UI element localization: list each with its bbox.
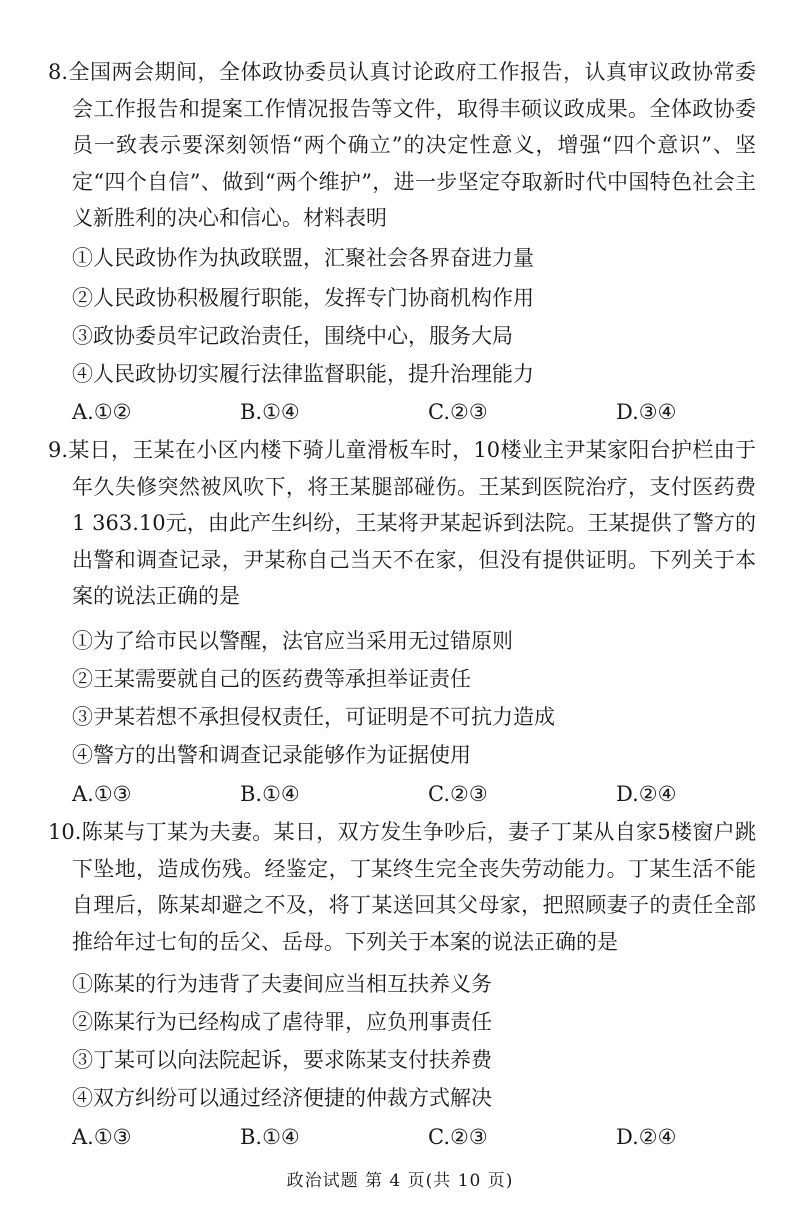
question-9-choice-b: B.①④ [240, 782, 300, 806]
question-8-choice-d: D.③④ [616, 400, 677, 424]
question-9-option-3: ③尹某若想不承担侵权责任，可证明是不可抗力造成 [72, 705, 555, 729]
page-footer: 政治试题 第 4 页(共 10 页) [286, 1171, 514, 1191]
question-10-option-4: ④双方纠纷可以通过经济便捷的仲裁方式解决 [72, 1086, 492, 1110]
question-8-option-1: ①人民政协作为执政联盟，汇聚社会各界奋进力量 [72, 246, 534, 270]
question-8-option-2: ②人民政协积极履行职能，发挥专门协商机构作用 [72, 286, 534, 310]
question-9-stem: 9.某日，王某在小区内楼下骑儿童滑板车时，10楼业主尹某家阳台护栏由于年久失修突然被风吹下，将王某腿部碰伤。王某到医院治疗，支付医药费1 363.10元，由此产生纠纷，王某将尹某起诉到法院。王某提供了警方的出警和调查记录，尹某称自己当天不在家，但没有提供证明。下列关于本案的说法正确的是 [48, 438, 756, 608]
question-9-option-4: ④警方的出警和调查记录能够作为证据使用 [72, 743, 471, 767]
question-9-option-2: ②王某需要就自己的医药费等承担举证责任 [72, 667, 471, 691]
question-8-stem: 8.全国两会期间，全体政协委员认真讨论政府工作报告，认真审议政协常委会工作报告和提案工作情况报告等文件，取得丰硕议政成果。全体政协委员一致表示要深刻领悟“两个确立”的决定性意义，增强“四个意识”、坚定“四个自信”、做到“两个维护”，进一步坚定夺取新时代中国特色社会主义新胜利的决心和信心。材料表明 [48, 60, 756, 230]
question-8-choice-a: A.①② [72, 400, 132, 424]
question-9-choice-c: C.②③ [428, 782, 488, 806]
question-8-choice-c: C.②③ [428, 400, 488, 424]
question-9-choice-d: D.②④ [616, 782, 677, 806]
question-8-option-3: ③政协委员牢记政治责任，围绕中心，服务大局 [72, 324, 513, 348]
question-10-option-2: ②陈某行为已经构成了虐待罪，应负刑事责任 [72, 1010, 492, 1034]
question-8-option-4: ④人民政协切实履行法律监督职能，提升治理能力 [72, 362, 534, 386]
question-10-stem: 10.陈某与丁某为夫妻。某日，双方发生争吵后，妻子丁某从自家5楼窗户跳下坠地，造成伤残。经鉴定，丁某终生完全丧失劳动能力。丁某生活不能自理后，陈某却避之不及，将丁某送回其父母家，把照顾妻子的责任全部推给年过七旬的岳父、岳母。下列关于本案的说法正确的是 [48, 820, 756, 954]
question-10-choice-b: B.①④ [240, 1125, 300, 1149]
question-8-choice-b: B.①④ [240, 400, 300, 424]
question-9-choices [72, 776, 752, 813]
question-10-choice-a: A.①③ [72, 1125, 132, 1149]
question-10-option-1: ①陈某的行为违背了夫妻间应当相互扶养义务 [72, 972, 492, 996]
question-8-choices [72, 394, 752, 431]
question-9-option-1: ①为了给市民以警醒，法官应当采用无过错原则 [72, 629, 513, 653]
question-10-choices [72, 1119, 752, 1156]
question-10-option-3: ③丁某可以向法院起诉，要求陈某支付扶养费 [72, 1048, 492, 1072]
question-10-choice-d: D.②④ [616, 1125, 677, 1149]
question-9-choice-a: A.①③ [72, 782, 132, 806]
question-10-choice-c: C.②③ [428, 1125, 488, 1149]
